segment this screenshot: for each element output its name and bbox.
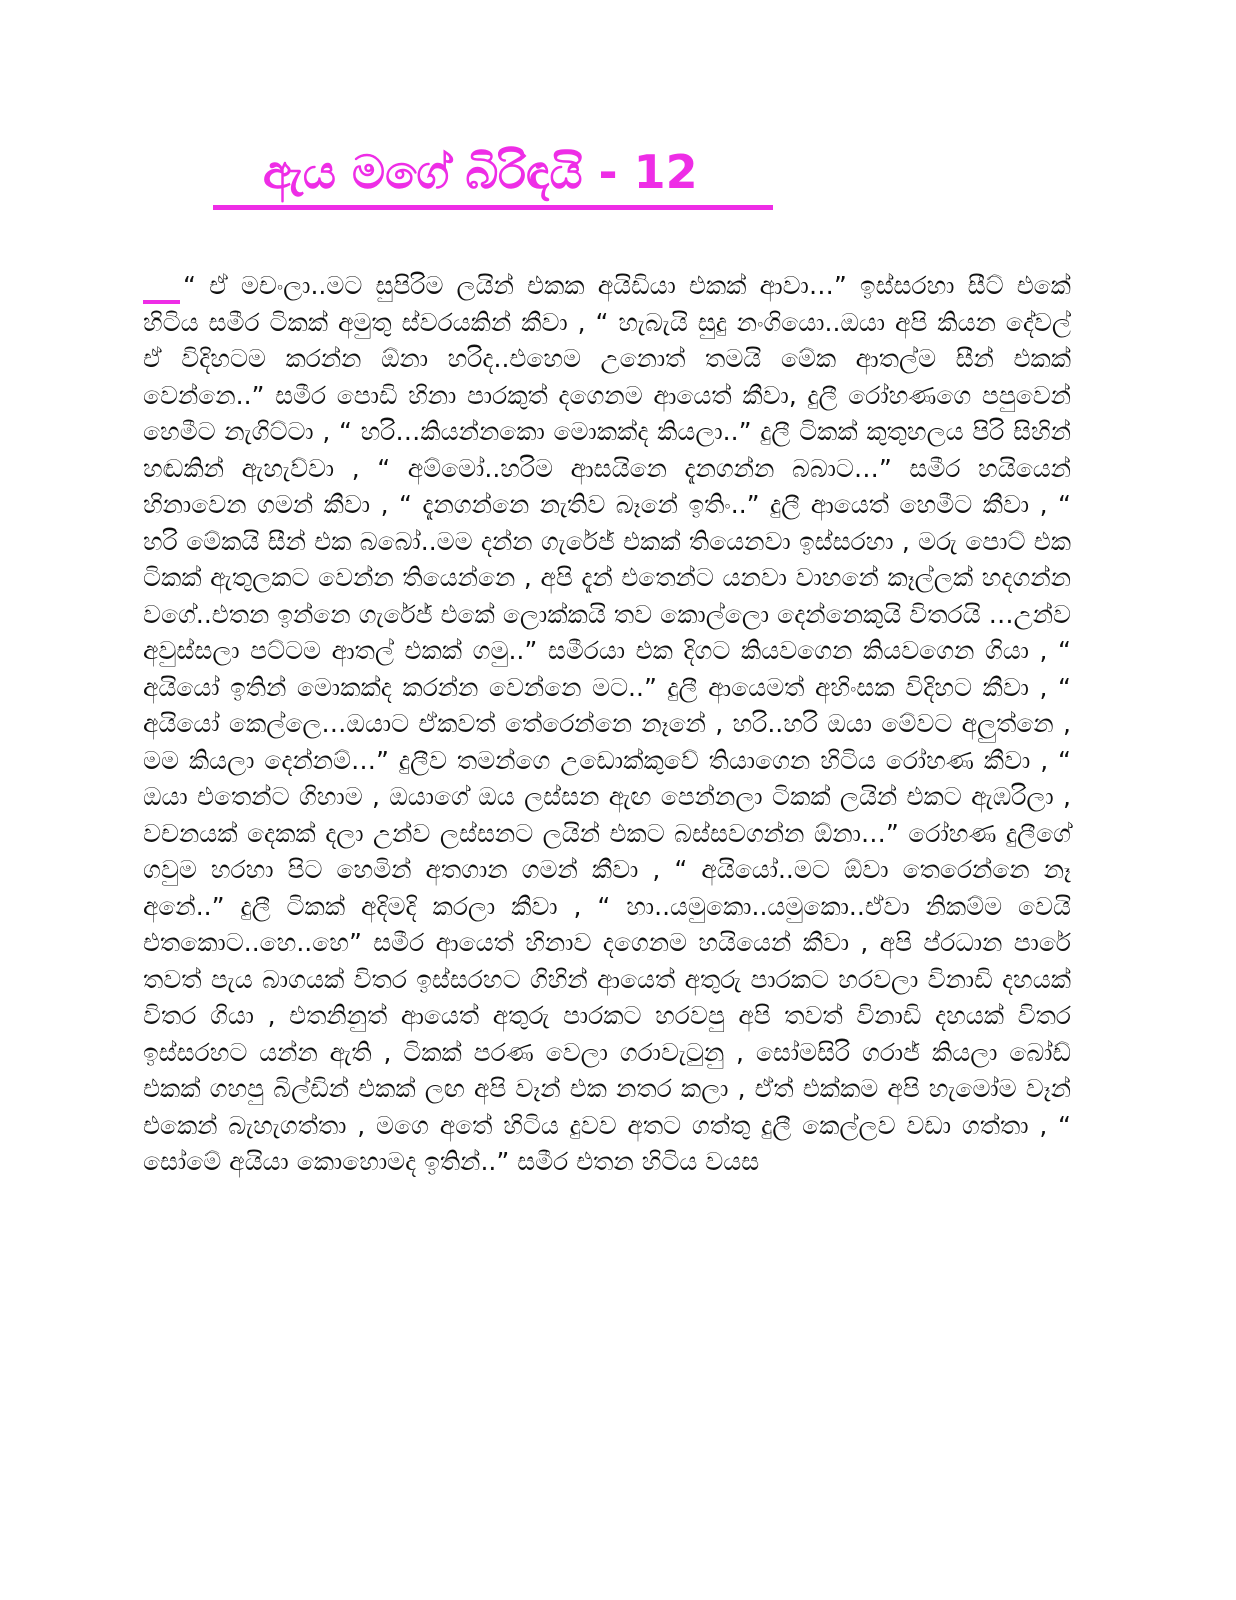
page-title: ඇය මගේ බිරිඳයි - 12 [213, 142, 773, 210]
story-paragraph: “ ඒ මචංලා..මට සුපිරිම ලයින් එකක අයිඩියා එකක් ආවා…” ඉස්සරහා සීට් එකේ හිටිය සමීර ටිකක් අමුතු ස්වරයකින් කීවා , “ හැබැයි සුදු නංගියො..ඔයා අපි කියන දේවල් ඒ විදිහටම කරන්න ඕනා හරිද..එහෙම උනොත් තමයි මේක ආතල්ම සීන් එකක් වෙන්නෙ..” සමීර පොඩි හිනා පාරකුත් දගෙනම ආයෙත් කීවා, දුලී රෝහණගෙ පපුවෙන් හෙමීට නැගිට්ටා , “ හරි…කියන්නකො මොකක්ද කියලා..” දුලී ටිකක් කුතුහලය පිරි සිහින් හඬකින් ඇහැව්වා , “ අම්මෝ..හරිම ආසයිනෙ දැනගන්න බබාට…” සමීර හයියෙන් හිනාවෙන ගමන් කීවා , “ දැනගන්නෙ නැතිව බෑනේ ඉතිං..” දුලී ආයෙත් හෙමීට කීවා , “ හරි මේකයි සීන් එක බබෝ..මම දන්න ගැරේජ් එකක් තියෙනවා ඉස්සරහා , මරු පොට් එක ටිකක් ඇතුලකට වෙන්න තියෙන්නෙ , අපි දැන් එතෙන්ට යනවා වාහනේ කෑල්ලක් හදගන්න වගේ..එතන ඉන්නෙ ගැරේජ් එකේ ලොක්කයි තව කොල්ලො දෙන්නෙකුයි විතරයි …උන්ව අවුස්සලා පට්ටම ආතල් එකක් ගමු..” සමීරයා එක දිගට කියවගෙන කියවගෙන ගියා , “ අයියෝ ඉතින් මොකක්ද කරන්න වෙන්නෙ මට..” දුලී ආයෙමත් අහිංසක විදිහට කීවා , “ අයියෝ කෙල්ලෙ…ඔයාට ඒකවත් තේරෙන්නෙ නෑනේ , හරි..හරි ඔයා මේවට අලුත්නෙ , මම කියලා දෙන්නම්…” දුලීව තමන්ගෙ උඩොක්කුවේ තියාගෙන හිටිය රෝහණ කීවා , “ ඔයා එතෙන්ට ගිහාම , ඔයාගේ ඔය ලස්සන ඇඟ පෙන්නලා ටිකක් ලයින් එකට ඇඹරිලා , වචනයක් දෙකක් දලා උන්ව ලස්සනට ලයින් එකට බස්සවගන්න ඕනා…” රෝහණ දුලීගේ ගවුම හරහා පිට හෙමින් අතගාන ගමන් කීවා , “ අයියෝ..මට ඕවා තෙරෙන්නෙ නෑ අනේ..” දුලී ටිකක් අදිමදි කරලා කීවා , “ හා..යමුකො..යමුකො..ඒවා නිකම්ම වෙයි එතකොට..හෙ..හෙ” සමීර ආයෙත් හිනාව දගෙනම හයියෙන් කීවා , අපි ප්රධාන පාරේ තවත් පැය බාගයක් විතර ඉස්සරහට ගිහින් ආයෙත් අතුරු පාරකට හරවලා විනාඩි දහයක් විතර ගියා , එතනිනුත් ආයෙත් අතුරු පාරකට හරවපු අපි තවත් විනාඩි දහයක් විතර ඉස්සරහට යන්න ඇති , ටිකක් පරණ වෙලා ගරාවැටුනු , සෝමසිරි ගරාජ් කියලා බෝඩ් එකක් ගහපු බිල්ඩින් එකක් ලඟ අපි වෑන් එක නතර කලා , ඒත් එක්කම අපි හැමෝම වෑන් එකෙන් බැහැගත්තා , මගෙ අතේ හිටිය දුවව අතට ගත්තු දුලී කෙල්ලව වඩා ගත්තා , “ සෝමේ අයියා කොහොමද ඉතින්..” සමීර එතන හිටිය වයස [143, 271, 1071, 1176]
